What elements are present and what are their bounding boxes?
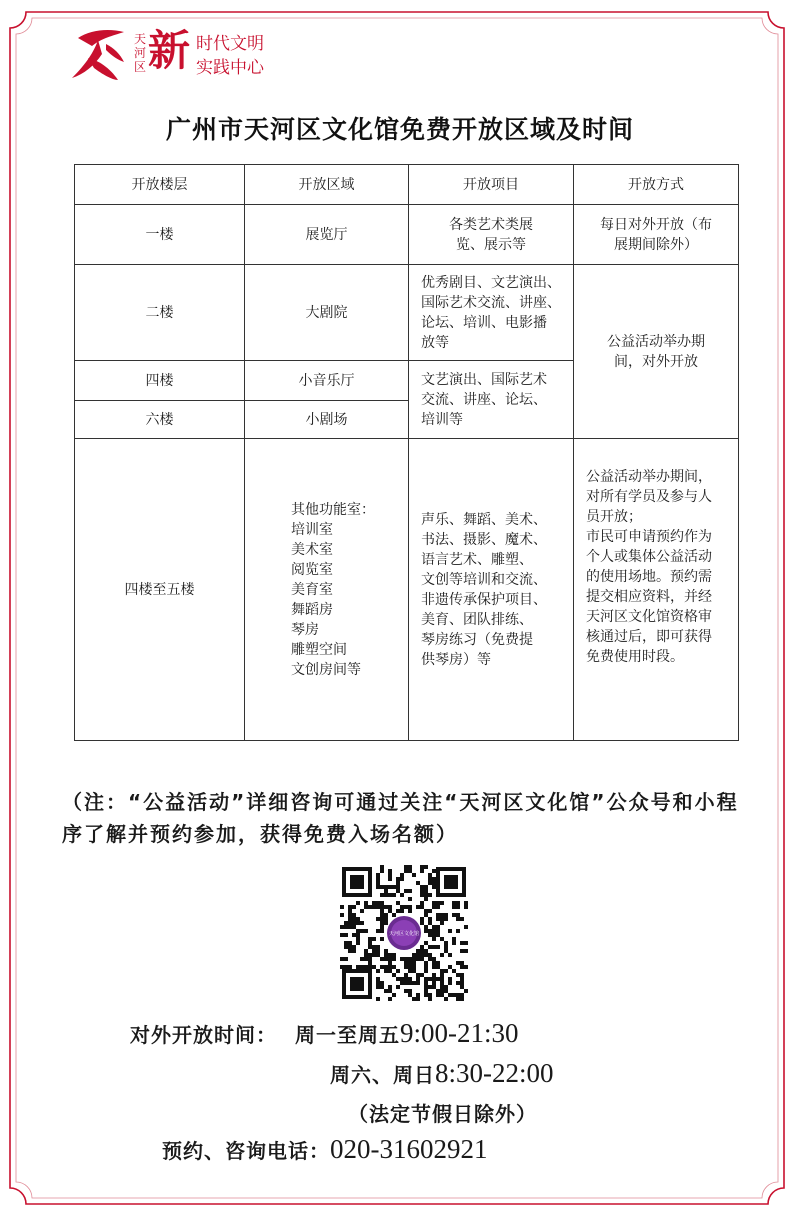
row5-area-line: 阅览室 xyxy=(291,561,333,578)
weekday-time: 9:00-21:30 xyxy=(400,1018,519,1048)
row5-mode-line: 对所有学员及参与人 xyxy=(586,489,712,505)
row5-area-line: 琴房 xyxy=(291,621,319,638)
row2-items-line: 论坛、培训、电影播 xyxy=(421,314,547,331)
weekend-hours xyxy=(330,1058,554,1089)
qr-center-label: 天河区文化馆 xyxy=(388,931,420,937)
row3-items-line: 文艺演出、国际艺术 xyxy=(421,371,547,388)
civilization-center-logo xyxy=(68,24,298,86)
row5-mode-line: 提交相应资料，并经 xyxy=(586,589,712,605)
table-header-row xyxy=(75,165,739,205)
row2-items xyxy=(409,265,574,361)
row5-area-line: 雕塑空间 xyxy=(291,641,347,658)
row5-items-line: 书法、摄影、魔术、 xyxy=(421,531,547,548)
logo-line-2: 实践中心 xyxy=(196,58,264,78)
row1-mode xyxy=(574,205,739,265)
row3-items-line: 培训等 xyxy=(421,411,463,428)
row2-mode-line: 间，对外开放 xyxy=(614,353,698,370)
row2-items-line: 国际艺术交流、讲座、 xyxy=(421,294,561,311)
row5-mode-line: 免费使用时段。 xyxy=(586,649,684,665)
row1-items xyxy=(409,205,574,265)
row1-items-line: 览、展示等 xyxy=(456,236,526,253)
weekday-days: 周一至周五 xyxy=(295,1023,400,1047)
header-area: 开放区域 xyxy=(245,165,409,205)
row4-area: 小剧场 xyxy=(245,401,409,439)
holiday-note: （法定节假日除外） xyxy=(348,1102,537,1126)
weekend-time: 8:30-22:00 xyxy=(435,1058,554,1088)
open-area-table xyxy=(74,164,739,741)
row5-items-line: 供琴房）等 xyxy=(421,651,491,668)
header-mode: 开放方式 xyxy=(574,165,739,205)
row5-area-line: 美育室 xyxy=(291,581,333,598)
row1-items-line: 各类艺术类展 xyxy=(449,216,533,233)
row2-area: 大剧院 xyxy=(245,265,409,361)
row1-mode-line: 每日对外开放（布 xyxy=(600,216,712,233)
row5-area xyxy=(245,439,409,741)
weekend-days: 周六、周日 xyxy=(330,1063,435,1087)
row5-mode-line: 员开放； xyxy=(586,509,642,525)
wechat-qr-code[interactable] xyxy=(340,865,468,1001)
table-row xyxy=(75,439,739,741)
table-row xyxy=(75,265,739,361)
header-items: 开放项目 xyxy=(409,165,574,205)
contact-phone-line xyxy=(162,1134,488,1165)
row5-floor: 四楼至五楼 xyxy=(75,439,245,741)
row5-mode-line: 核通过后，即可获得 xyxy=(586,629,712,645)
brand-mark-icon xyxy=(68,24,130,86)
row5-items xyxy=(409,439,574,741)
contact-phone: 020-31602921 xyxy=(330,1134,488,1164)
logo-big-character: 新 xyxy=(148,26,191,75)
row5-area-line: 美术室 xyxy=(291,541,333,558)
row5-mode-line: 市民可申请预约作为 xyxy=(586,529,712,545)
row5-items-line: 语言艺术、雕塑、 xyxy=(421,551,533,568)
weekday-hours xyxy=(130,1018,519,1049)
row5-area-line: 其他功能室： xyxy=(291,501,375,518)
row2-items-line: 放等 xyxy=(421,334,449,351)
row2-mode-line: 公益活动举办期 xyxy=(607,333,705,350)
row1-area: 展览厅 xyxy=(245,205,409,265)
row5-items-line: 声乐、舞蹈、美术、 xyxy=(421,511,547,528)
row5-mode-line: 公益活动举办期间， xyxy=(586,469,712,485)
row3-4-items xyxy=(409,361,574,439)
row3-items-line: 交流、讲座、论坛、 xyxy=(421,391,547,408)
row2-items-line: 优秀剧目、文艺演出、 xyxy=(421,274,561,291)
row5-items-line: 琴房练习（免费提 xyxy=(421,631,533,648)
row3-floor: 四楼 xyxy=(75,361,245,401)
contact-label: 预约、咨询电话： xyxy=(162,1139,330,1163)
row3-area: 小音乐厅 xyxy=(245,361,409,401)
table-row xyxy=(75,205,739,265)
row5-mode-line: 天河区文化馆资格审 xyxy=(586,609,712,625)
row2-4-mode xyxy=(574,265,739,439)
page-title: 广州市天河区文化馆免费开放区域及时间 xyxy=(165,115,634,144)
row5-items-line: 美育、团队排练、 xyxy=(421,611,533,628)
row1-floor: 一楼 xyxy=(75,205,245,265)
row1-mode-line: 展期间除外） xyxy=(614,236,698,253)
row5-area-line: 舞蹈房 xyxy=(291,601,333,618)
hours-label: 对外开放时间： xyxy=(130,1023,277,1047)
logo-line-1: 时代文明 xyxy=(196,34,264,54)
row5-mode-line: 的使用场地。预约需 xyxy=(586,569,712,585)
row4-floor: 六楼 xyxy=(75,401,245,439)
row5-items-line: 非遗传承保护项目、 xyxy=(421,591,547,608)
logo-district-text: 天河区 xyxy=(134,32,147,74)
row5-area-line: 培训室 xyxy=(291,521,333,538)
row5-items-line: 文创等培训和交流、 xyxy=(421,571,547,588)
row5-area-line: 文创房间等 xyxy=(291,661,361,678)
public-activity-note: （注：“公益活动”详细咨询可通过关注“天河区文化馆”公众号和小程序了解并预约参加，获得免费入场名额） xyxy=(62,790,739,846)
row2-floor: 二楼 xyxy=(75,265,245,361)
row5-mode xyxy=(574,439,739,741)
row5-mode-line: 个人或集体公益活动 xyxy=(586,549,712,565)
header-floor: 开放楼层 xyxy=(75,165,245,205)
